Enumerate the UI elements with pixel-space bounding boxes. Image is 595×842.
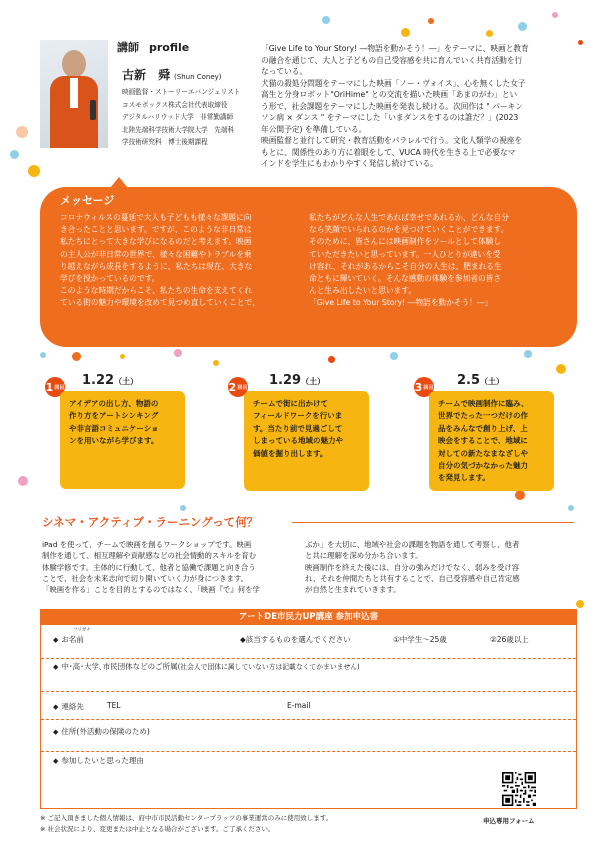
session-number-suffix: 回目 bbox=[54, 384, 65, 391]
decor-dot bbox=[174, 349, 182, 357]
footnote: ※ 社会状況により、変更または中止となる場合がございます。ご了承ください。 bbox=[40, 825, 275, 833]
lecturer-titles bbox=[122, 86, 240, 149]
session-number: 1 bbox=[45, 380, 54, 394]
message-line: 私たちにとって大きな学びになるのだと考えます。映画 bbox=[60, 237, 252, 247]
decor-dot bbox=[556, 364, 566, 374]
lecturer-name-reading: (Shun Coney) bbox=[174, 73, 222, 81]
cinema-right-column bbox=[305, 539, 575, 595]
name-row[interactable] bbox=[41, 625, 576, 659]
intro-line: もとに、関係性のあり方に着眼をして、VUCA 時代を生きる上で必要なマ bbox=[261, 147, 516, 157]
decor-dot bbox=[16, 126, 28, 138]
session-line: す。当たり前で見過ごして bbox=[253, 423, 343, 433]
session-description bbox=[60, 391, 185, 489]
decor-dot bbox=[578, 40, 583, 45]
intro-line: ソン病 × ダンス " をテーマにした「いまダンスをするのは誰だ？」(2023 bbox=[261, 113, 519, 122]
affiliation-label bbox=[53, 661, 360, 672]
lecturer-title-line: 映画監督・ストーリーエバンジェリスト bbox=[122, 88, 241, 96]
bullet-icon: ◆ bbox=[53, 728, 59, 736]
message-line: ていただきたいと思っています。一人ひとりが違いを受 bbox=[309, 249, 501, 259]
message-title: メッセージ bbox=[60, 194, 115, 207]
decor-dot bbox=[515, 490, 525, 500]
session-date-value: 1.29 bbox=[269, 373, 302, 388]
decor-dot bbox=[576, 600, 584, 608]
message-line: の主人公が非日常の世界で、様々な困難やトラブルを乗 bbox=[60, 249, 252, 259]
footnotes bbox=[40, 813, 332, 835]
lecturer-name bbox=[122, 66, 222, 83]
lecturer-photo bbox=[40, 40, 108, 148]
decor-dot bbox=[18, 476, 28, 486]
session-line: フィールドワークを行いま bbox=[253, 411, 343, 421]
message-line: このような時期だからこそ、私たちの生命を支えてくれ bbox=[60, 286, 253, 296]
message-line: なら笑顔でいられるのかを見つけていくことができます。 bbox=[309, 225, 509, 235]
session-description bbox=[429, 391, 554, 491]
address-label bbox=[53, 726, 150, 737]
bullet-icon: ◆ bbox=[53, 757, 59, 765]
cinema-line: と共に理解を深め分かち合います。 bbox=[305, 551, 423, 561]
reason-row[interactable] bbox=[41, 752, 576, 808]
decor-dot bbox=[213, 360, 219, 366]
form-title: アートDE市民力UP講座 参加申込書 bbox=[41, 610, 576, 625]
session-day-of-week: （土） bbox=[480, 377, 505, 386]
decor-dot bbox=[10, 150, 19, 159]
session-date bbox=[82, 373, 138, 388]
intro-line: なっている。 bbox=[261, 67, 308, 76]
reason-label bbox=[53, 755, 144, 766]
intro-line: 高生と分身ロボット"OriHime" との交流を描いた映画「あまのがわ」とい bbox=[261, 90, 518, 99]
message-line: んと生み出したいと思います。 bbox=[309, 286, 417, 296]
address-label-text: 住所(外活動の保険のため) bbox=[61, 727, 150, 736]
contact-label bbox=[53, 701, 84, 712]
age-option-2[interactable]: ②26歳以上 bbox=[490, 635, 529, 644]
session-line: や非言語コミュニケーショ bbox=[69, 423, 159, 433]
message-line: 学びを授かっているのです。 bbox=[60, 274, 160, 284]
message-line: 命ともに輝いていく。そんな感動の体験を参加者の皆さ bbox=[309, 274, 502, 284]
name-label bbox=[53, 634, 84, 645]
session-day-of-week: （土） bbox=[301, 377, 326, 386]
decor-dot bbox=[518, 22, 527, 31]
intro-line: インドを学生にもわかりやすく発信し続けている。 bbox=[261, 159, 438, 168]
session-line: 作り方をアートシンキング bbox=[69, 411, 159, 421]
session-line: 対しての新たなまなざしや bbox=[438, 448, 528, 458]
cinema-line: 体験学修です。主体的に行動して、他者と協働で課題と向き合う bbox=[42, 562, 256, 572]
role-label: 講師 bbox=[117, 41, 139, 54]
session-line: チームで街に出かけて bbox=[253, 399, 328, 408]
lecturer-title-line: デジタルハリウッド大学 非常勤講師 bbox=[122, 113, 234, 122]
decor-dot bbox=[486, 30, 493, 37]
contact-row[interactable] bbox=[41, 692, 576, 720]
session-date-value: 1.22 bbox=[82, 373, 115, 388]
affiliation-row[interactable] bbox=[41, 659, 576, 692]
furigana-label: フリガナ bbox=[73, 628, 91, 633]
decor-dot bbox=[72, 352, 81, 361]
session-day-of-week: （土） bbox=[114, 377, 139, 386]
session-number-suffix: 回目 bbox=[423, 384, 434, 391]
intro-line: 「Give Life to Your Story! ―物語を動かそう！―」をテーマに、映画と教育 bbox=[261, 44, 529, 53]
affiliation-note: (社会人で団体に属していない方は記載なくてかまいません) bbox=[177, 663, 360, 671]
reason-label-text: 参加したいと思った理由 bbox=[61, 756, 144, 765]
session-line: を発見します。 bbox=[438, 473, 490, 483]
bullet-icon: ◆ bbox=[53, 636, 59, 644]
decor-dot bbox=[390, 352, 398, 360]
cinema-line: 「映画を作る」ことを目的とするのではなく、「映画『で』何を学 bbox=[42, 585, 260, 595]
decor-dot bbox=[552, 12, 558, 18]
name-label-text: お名前 bbox=[61, 635, 84, 644]
message-line: り越えながら成長をするように、私たちは現在、大きな bbox=[60, 261, 253, 271]
session-line: ンを用いながら学びます。 bbox=[69, 436, 159, 446]
affiliation-label-text: 中･高･大学､市民団体などのご所属 bbox=[61, 662, 178, 671]
message-line: 「Give Life to Your Story! ―物語を動かそう！―」 bbox=[309, 298, 493, 308]
session-line: アイデアの出し方、物語の bbox=[69, 399, 159, 408]
cinema-heading: シネマ・アクティブ・ラーニングって何？ bbox=[42, 515, 259, 529]
session-line: 自分の気づかなかった魅力 bbox=[438, 461, 528, 471]
age-option-1[interactable]: ①中学生～25歳 bbox=[393, 635, 447, 644]
address-row[interactable] bbox=[41, 720, 576, 752]
decor-dot bbox=[322, 16, 330, 24]
message-line: そのために、皆さんには映画制作をツールとして体験し bbox=[309, 237, 502, 247]
session-line: 価値を掘り出します。 bbox=[253, 448, 328, 458]
session-number-suffix: 回目 bbox=[237, 384, 248, 391]
email-label: E-mail bbox=[287, 701, 311, 710]
message-left-column bbox=[60, 212, 298, 310]
message-line: け容れ、それがあるからこそ自分の人生は、肥まれる生 bbox=[309, 261, 502, 271]
decor-dot bbox=[180, 505, 186, 511]
lecturer-intro bbox=[261, 43, 573, 170]
cinema-left-column bbox=[42, 539, 292, 595]
session-date bbox=[269, 373, 325, 388]
cinema-line: 映画制作を終えた後には、自分の強みだけでなく、弱みを受け容 bbox=[305, 562, 520, 572]
session-description bbox=[244, 391, 369, 491]
application-form bbox=[40, 609, 577, 809]
cinema-heading-rule bbox=[292, 522, 574, 523]
session-line: しまっている地域の魅力や bbox=[253, 436, 343, 446]
session-date-value: 2.5 bbox=[457, 373, 481, 388]
session-number: 3 bbox=[414, 380, 423, 394]
message-right-column bbox=[309, 212, 564, 310]
lecturer-name-text: 古新 舜 bbox=[122, 68, 171, 82]
intro-line: 映画監督と並行して研究・教育活動をパラレルで行う。文化人類学の視座を bbox=[261, 136, 523, 145]
qr-label: 申込専用フォーム bbox=[483, 817, 535, 825]
role-label-en: profile bbox=[149, 41, 190, 54]
cinema-line: ことで、社会を未来志向で切り開いていく力が身につきます。 bbox=[42, 573, 249, 583]
contact-label-text: 連絡先 bbox=[61, 702, 84, 711]
bullet-icon: ◆ bbox=[53, 703, 59, 711]
session-line: 品をみんなで創り上げ、上 bbox=[438, 423, 528, 433]
message-line: ている街の魅力や環境を改めて見つめ直していくことで、 bbox=[60, 298, 260, 308]
tel-label: TEL bbox=[107, 701, 121, 710]
intro-line: 犬猫の殺処分問題をテーマにした映画「ノー・ヴォイス」、心を無くした女子 bbox=[261, 78, 526, 88]
bullet-icon: ◆ bbox=[53, 663, 59, 671]
decor-dot bbox=[524, 350, 532, 358]
intro-line: 年公開予定) を準備している。 bbox=[261, 124, 367, 134]
lecturer-title-line: 北陸先端科学技術大学院大学 先端科 bbox=[122, 125, 235, 134]
decor-dot bbox=[28, 165, 40, 177]
message-line: き合ったことと思います。ですが、このような非日常は bbox=[60, 225, 252, 235]
decor-dot bbox=[120, 354, 125, 359]
cinema-line: 制作を通して、相互理解や貢献感などの社会情動的スキルを育む bbox=[42, 551, 257, 561]
profile-heading bbox=[117, 39, 189, 55]
decor-dot bbox=[428, 18, 434, 24]
message-line: コロナウィルスの蔓延で大人も子どもも様々な課題に向 bbox=[60, 213, 252, 222]
lecturer-title-line: 学技術研究科 博士後期課程 bbox=[122, 138, 208, 147]
session-line: 世界でたった一つだけの作 bbox=[438, 411, 528, 421]
cinema-line: iPad を使って、チームで映画を創るワークショップです。映画 bbox=[42, 540, 252, 549]
message-line: 私たちがどんな人生であれば幸せであれるか、どんな自分 bbox=[309, 213, 509, 222]
decor-dot bbox=[40, 352, 46, 358]
cinema-line: ぶか」を大切に、地域や社会の課題を物語を通して考察し、他者 bbox=[305, 540, 520, 549]
session-date bbox=[457, 373, 504, 388]
session-line: チームで映画制作に臨み、 bbox=[438, 399, 529, 408]
cinema-line: が自然と生まれていきます。 bbox=[305, 585, 401, 595]
decor-dot bbox=[568, 505, 574, 511]
intro-line: う形で、社会課題をテーマにした映画を発表し続ける。次回作は " パーキン bbox=[261, 101, 523, 111]
decor-dot bbox=[328, 356, 335, 363]
session-line: 映会をすることで、地域に bbox=[438, 436, 528, 446]
session-number: 2 bbox=[228, 380, 237, 394]
age-select-prompt: ◆該当するものを選んでください bbox=[240, 635, 351, 644]
lecturer-title-line: コスモボックス株式会社代表取締役 bbox=[122, 100, 228, 109]
intro-line: の融合を通じて、大人と子どもの自己受容感を共に育んでいく共育活動を行 bbox=[261, 55, 523, 65]
decor-dot bbox=[401, 28, 410, 37]
qr-code[interactable] bbox=[502, 772, 536, 806]
footnote: ※ ご記入頂きました個人情報は、府中市市民活動センタープラッツの事業運営のみに使用致します。 bbox=[40, 814, 333, 822]
cinema-line: れ、それを仲間たちと共有することで、自己受容感や自己肯定感 bbox=[305, 573, 520, 583]
